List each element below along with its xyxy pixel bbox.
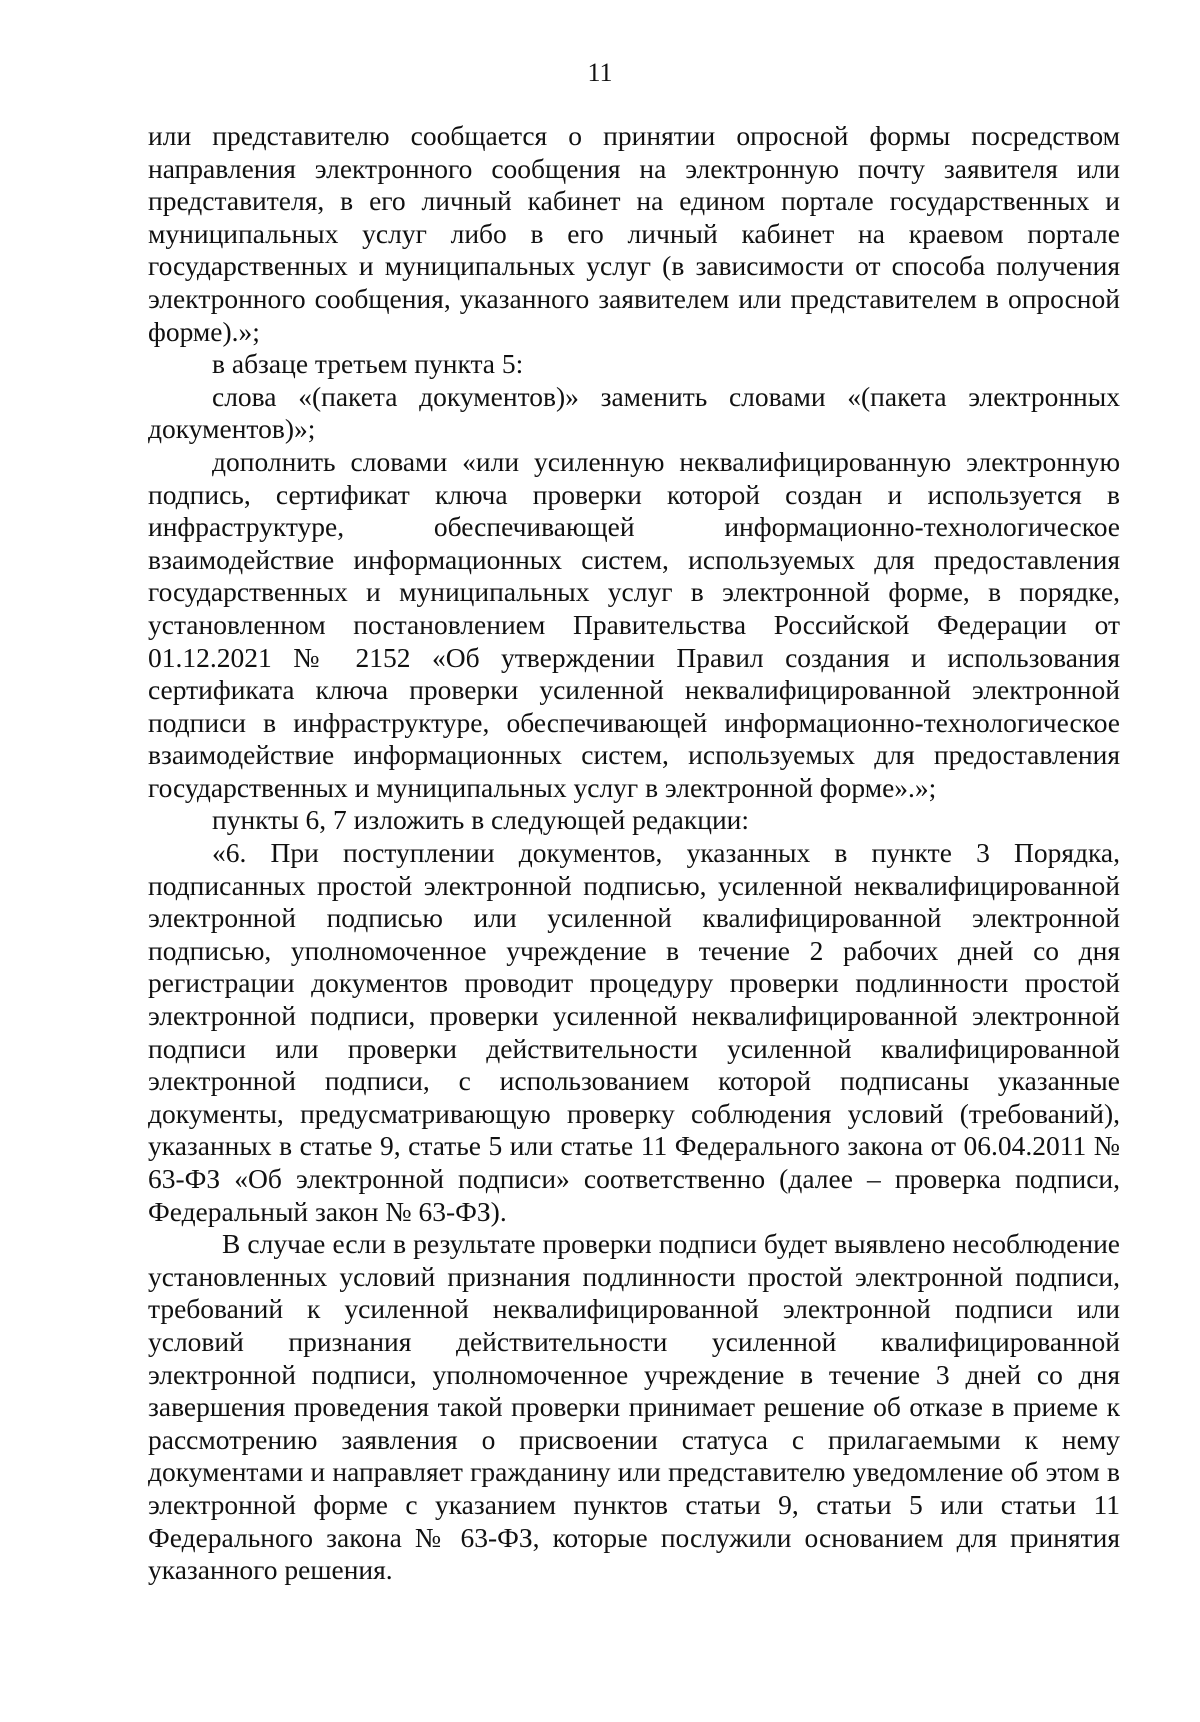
paragraph-amendment-heading: в абзаце третьем пункта 5:	[212, 348, 524, 380]
paragraph-refusal-case: В случае если в результате проверки подписи будет выявлено несоблюдение установленных условий признания подлинности простой электронной подписи, требований к усиленной неквалифицированной электронной подписи или условий признания действительности усиленной квалифицированной электронной подписи, уполномоченное учреждение в течение 3 дней со дня завершения проведения такой проверки принимает решение об отказе в приеме к рассмотрению заявления о присвоении статуса с прилагаемыми к нему документами и направляет гражданину или представителю уведомление об этом в электронной форме с указанием пунктов статьи 9, статьи 5 или статьи 11 Федерального закона № 63-ФЗ, которые послужили основанием для принятия указанного решения.	[148, 1228, 1120, 1586]
paragraph-replace-words: слова «(пакета документов)» заменить словами «(пакета электронных документов)»;	[148, 380, 1120, 445]
paragraph-new-wording-intro: пункты 6, 7 изложить в следующей редакции:	[212, 804, 750, 836]
page-number: 11	[587, 58, 613, 87]
paragraph-supplement-words: дополнить словами «или усиленную неквалифицированную электронную подпись, сертификат ключа проверки которой создан и используется в инфраструктуре, обеспечивающей информационно-технологическое взаимодействие информационных систем, используемых для предоставления государственных и муниципальных услуг в электронной форме, в порядке, установленном постановлением Правительства Российской Федерации от 01.12.2021 № 2152 «Об утверждении Правил создания и использования сертификата ключа проверки усиленной неквалифицированной электронной подписи в инфраструктуре, обеспечивающей информационно-технологическое взаимодействие информационных систем, используемых для предоставления государственных и муниципальных услуг в электронной форме».»;	[148, 445, 1120, 803]
paragraph-continuation: или представителю сообщается о принятии опросной формы посредством направления электронного сообщения на электронную почту заявителя или представителя, в его личный кабинет на едином портале государственных и муниципальных услуг либо в его личный кабинет на краевом портале государственных и муниципальных услуг (в зависимости от способа получения электронного сообщения, указанного заявителем или представителем в опросной форме).»;	[148, 120, 1120, 347]
document-body	[148, 120, 1120, 1587]
paragraph-item-6: «6. При поступлении документов, указанных в пункте 3 Порядка, подписанных простой электронной подписью, усиленной неквалифицированной электронной подписью или усиленной квалифицированной электронной подписью, уполномоченное учреждение в течение 2 рабочих дней со дня регистрации документов проводит процедуру проверки подлинности простой электронной подписи, проверки усиленной неквалифицированной электронной подписи или проверки действительности усиленной квалифицированной электронной подписи, с использованием которой подписаны указанные документы, предусматривающую проверку соблюдения условий (требований), указанных в статье 9, статье 5 или статье 11 Федерального закона от 06.04.2011 № 63-ФЗ «Об электронной подписи» соответственно (далее – проверка подписи, Федеральный закон № 63-ФЗ).	[148, 837, 1120, 1227]
